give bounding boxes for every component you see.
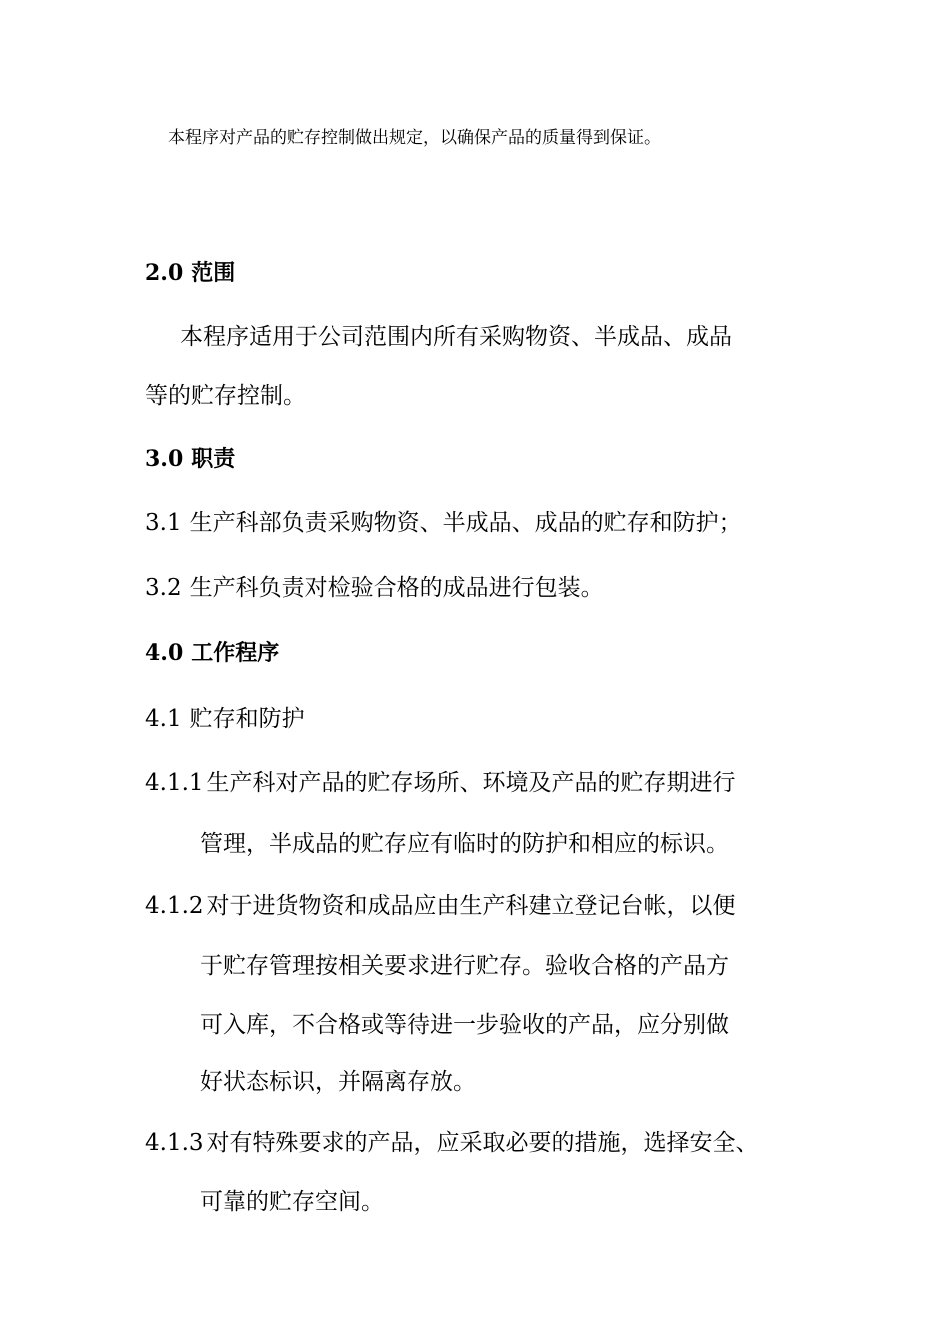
- section-4-number: 4.0: [145, 640, 184, 666]
- item-3-1-text: 生产科部负责采购物资、半成品、成品的贮存和防护；: [189, 510, 742, 536]
- section-3-item-1: [145, 508, 742, 538]
- item-4-1-3-line1: [145, 1128, 759, 1158]
- item-3-2-number: 3.2: [145, 575, 182, 601]
- section-3-item-2: [145, 573, 604, 603]
- item-4-1-3-number: 4.1.3: [145, 1130, 204, 1156]
- section-2-heading: [145, 258, 235, 288]
- section-3-heading: [145, 444, 235, 474]
- section-4-heading: [145, 638, 279, 668]
- section-2-text-line2: 等的贮存控制。: [145, 383, 306, 409]
- item-4-1-1-line2: 管理，半成品的贮存应有临时的防护和相应的标识。: [200, 831, 729, 857]
- item-4-1-1-line1: [145, 768, 736, 798]
- section-3-number: 3.0: [145, 446, 184, 472]
- item-4-1-1-text: 生产科对产品的贮存场所、环境及产品的贮存期进行: [206, 770, 736, 796]
- section-4-1-title: 贮存和防护: [189, 706, 305, 732]
- item-4-1-2-text: 对于进货物资和成品应由生产科建立登记台帐，以便: [206, 893, 736, 919]
- item-4-1-3-text: 对有特殊要求的产品，应采取必要的措施，选择安全、: [206, 1130, 759, 1156]
- item-4-1-2-line3: 可入库，不合格或等待进一步验收的产品，应分别做: [200, 1012, 729, 1038]
- section-2-text-line1: 本程序适用于公司范围内所有采购物资、半成品、成品: [180, 324, 732, 350]
- item-4-1-2-line2: 于贮存管理按相关要求进行贮存。验收合格的产品方: [200, 953, 729, 979]
- item-4-1-2-number: 4.1.2: [145, 893, 204, 919]
- section-2-title: 范围: [191, 260, 236, 286]
- section-2-number: 2.0: [145, 260, 184, 286]
- item-4-1-2-line4: 好状态标识，并隔离存放。: [200, 1069, 476, 1095]
- item-3-1-number: 3.1: [145, 510, 182, 536]
- item-4-1-1-number: 4.1.1: [145, 770, 204, 796]
- item-4-1-3-line2: 可靠的贮存空间。: [200, 1189, 384, 1215]
- section-4-title: 工作程序: [191, 640, 280, 666]
- item-3-2-text: 生产科负责对检验合格的成品进行包装。: [189, 575, 604, 601]
- purpose-text: 本程序对产品的贮存控制做出规定，以确保产品的质量得到保证。: [168, 128, 661, 148]
- section-4-1-heading: [145, 704, 305, 734]
- item-4-1-2-line1: [145, 891, 736, 921]
- section-4-1-number: 4.1: [145, 706, 182, 732]
- section-3-title: 职责: [191, 446, 236, 472]
